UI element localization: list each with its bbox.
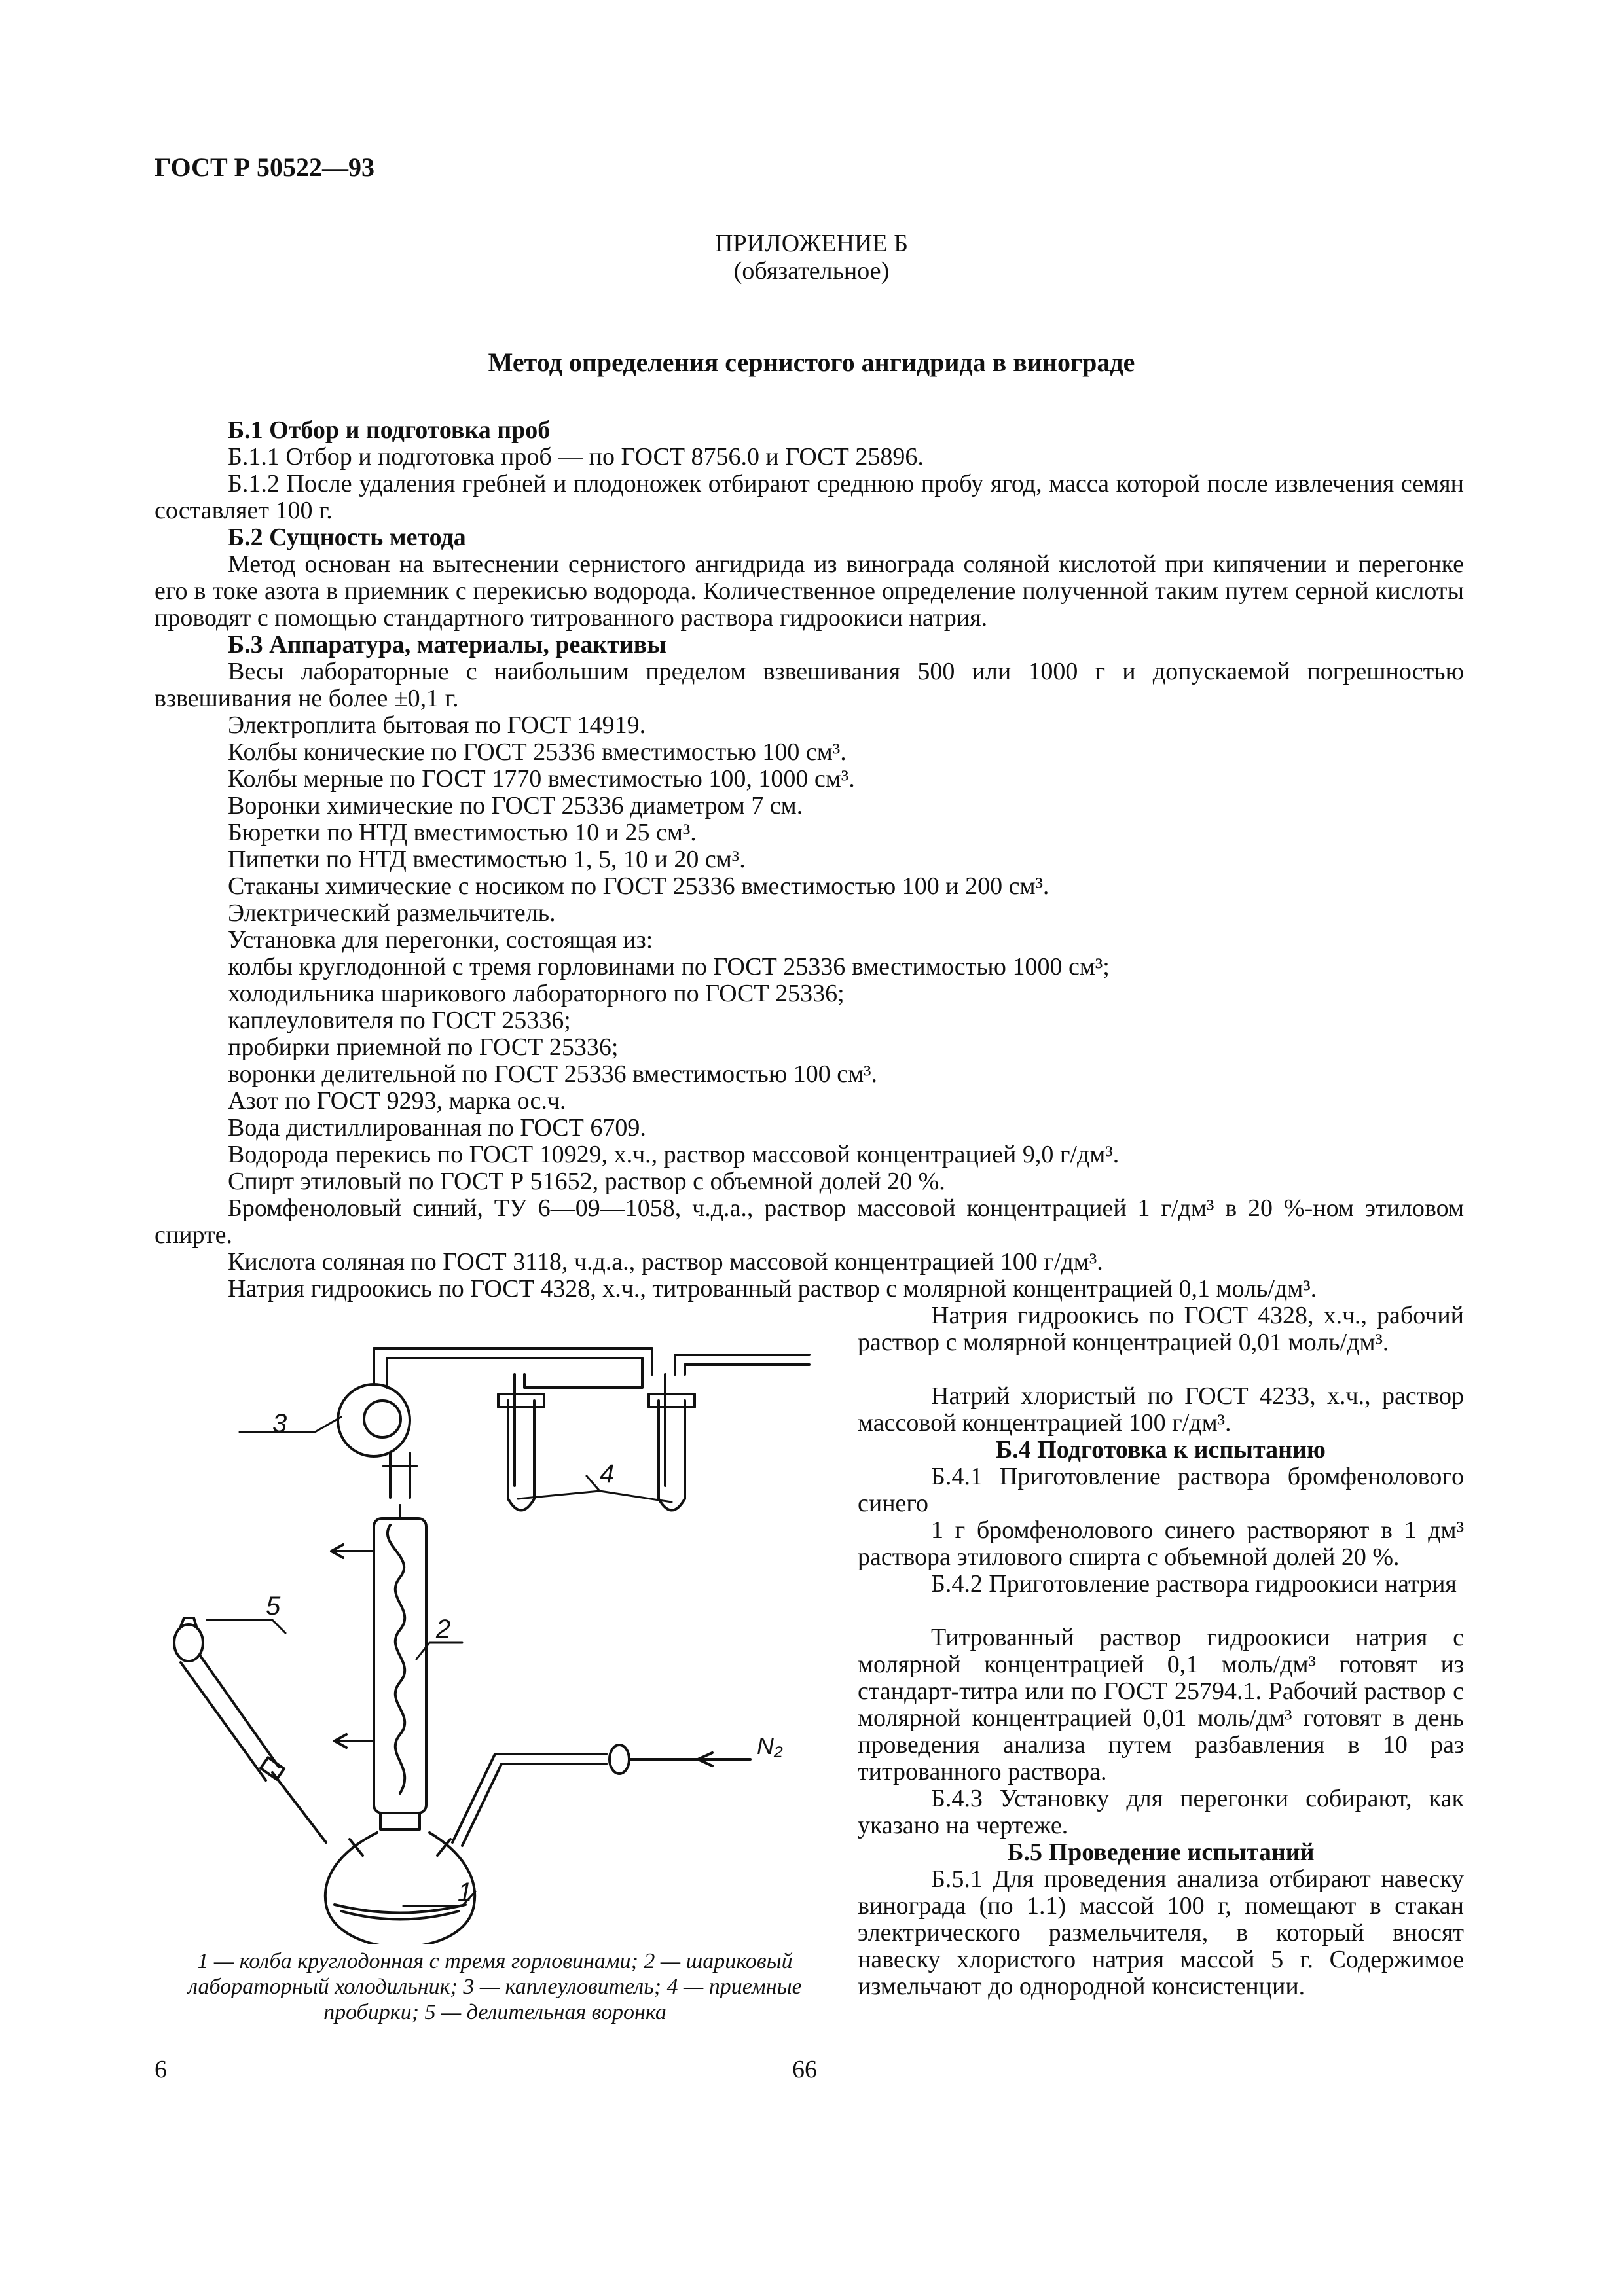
appendix-subtitle: (обязательное) bbox=[733, 257, 890, 285]
figure-label-n2: N₂ bbox=[757, 1732, 783, 1759]
section-heading-2: Б.2 Сущность метода bbox=[228, 524, 466, 551]
document-title: Метод определения сернистого ангидрида в винограде bbox=[488, 348, 1135, 377]
page-number-left: 6 bbox=[155, 2056, 167, 2083]
section-heading-4: Б.4 Подготовка к испытанию bbox=[996, 1436, 1326, 1463]
paragraph: Натрия гидроокись по ГОСТ 4328, х.ч., титрованный раствор с молярной концентрацией 0,1 моль/дм³. bbox=[228, 1275, 1317, 1302]
section-heading-3: Б.3 Аппаратура, материалы, реактивы bbox=[228, 631, 666, 658]
dropping-funnel bbox=[174, 1618, 326, 1842]
paragraph: Весы лабораторные с наибольшим пределом взвешивания 500 или 1000 г и допускаемой погрешностью взвешивания не более ±0,1 г. bbox=[155, 658, 1464, 712]
paragraph: Натрия гидроокись по ГОСТ 4328, х.ч., рабочий раствор с молярной концентрацией 0,01 моль/дм³. bbox=[858, 1302, 1464, 1356]
list-item: Колбы мерные по ГОСТ 1770 вместимостью 100, 1000 см³. bbox=[228, 765, 855, 793]
section-heading-1: Б.1 Отбор и подготовка проб bbox=[228, 416, 551, 444]
receiver-tubes bbox=[498, 1355, 809, 1511]
figure-label-4: 4 bbox=[600, 1460, 615, 1488]
list-item: каплеуловителя по ГОСТ 25336; bbox=[228, 1007, 571, 1034]
paragraph: Б.5.1 Для проведения анализа отбирают навеску винограда (по 1.1) массой 100 г, помещают в стакан электрического размельчителя, в который вносят навеску хлористого натрия массой 5 г. Содержимое измельчают до однородной консистенции. bbox=[858, 1865, 1464, 2000]
paragraph: Бромфеноловый синий, ТУ 6—09—1058, ч.д.а., раствор массовой концентрацией 1 г/дм³ в 20 %-ном этиловом спирте. bbox=[155, 1194, 1464, 1249]
nitrogen-inlet bbox=[452, 1745, 750, 1846]
paragraph: Б.4.1 Приготовление раствора бромфенолового синего bbox=[858, 1463, 1464, 1517]
figure-label-1: 1 bbox=[458, 1878, 473, 1907]
standard-number: ГОСТ Р 50522—93 bbox=[155, 152, 375, 182]
list-item: колбы круглодонной с тремя горловинами по ГОСТ 25336 вместимостью 1000 см³; bbox=[228, 953, 1110, 980]
list-item: Установка для перегонки, состоящая из: bbox=[228, 926, 653, 954]
list-item: воронки делительной по ГОСТ 25336 вместимостью 100 см³. bbox=[228, 1060, 878, 1088]
list-item: Воронки химические по ГОСТ 25336 диаметром 7 см. bbox=[228, 792, 803, 819]
list-item: Пипетки по НТД вместимостью 1, 5, 10 и 20 см³. bbox=[228, 846, 746, 873]
figure-caption: 1 — колба круглодонная с тремя горловинами; 2 — шариковый лабораторный холодильник; 3 — каплеуловитель; 4 — приемные пробирки; 5 — делительная воронка bbox=[188, 1949, 802, 2024]
list-item: Спирт этиловый по ГОСТ Р 51652, раствор с объемной долей 20 %. bbox=[228, 1168, 945, 1195]
list-item: Азот по ГОСТ 9293, марка ос.ч. bbox=[228, 1087, 566, 1115]
list-item: Стаканы химические с носиком по ГОСТ 25336 вместимостью 100 и 200 см³. bbox=[228, 872, 1049, 900]
round-bottom-flask bbox=[325, 1833, 475, 1944]
list-item: пробирки приемной по ГОСТ 25336; bbox=[228, 1033, 619, 1061]
list-item: Электрический размельчитель. bbox=[228, 899, 556, 927]
paragraph: Натрий хлористый по ГОСТ 4233, х.ч., раствор массовой концентрацией 100 г/дм³. bbox=[858, 1382, 1464, 1437]
list-item: Водорода перекись по ГОСТ 10929, х.ч., раствор массовой концентрацией 9,0 г/дм³. bbox=[228, 1141, 1120, 1168]
list-item: Колбы конические по ГОСТ 25336 вместимостью 100 см³. bbox=[228, 738, 847, 766]
paragraph: Метод основан на вытеснении сернистого ангидрида из винограда соляной кислотой при кипячении и перегонке его в токе азота в приемник с перекисью водорода. Количественное определение полученной таким путем серной кислоты проводят с помощью стандартного титрованного раствора гидроокиси натрия. bbox=[155, 550, 1464, 632]
list-item: Бюретки по НТД вместимостью 10 и 25 см³. bbox=[228, 819, 697, 846]
paragraph: Титрованный раствор гидроокиси натрия с молярной концентрацией 0,1 моль/дм³ готовят из стандарт-титра или по ГОСТ 25794.1. Рабочий раствор с молярной концентрацией 0,01 моль/дм³ готовят в день проведения анализа путем разбавления в 10 раз титрованного раствора. bbox=[858, 1624, 1464, 1785]
ball-condenser bbox=[331, 1505, 426, 1829]
paragraph: Кислота соляная по ГОСТ 3118, ч.д.а., раствор массовой концентрацией 100 г/дм³. bbox=[228, 1248, 1103, 1276]
appendix-title: ПРИЛОЖЕНИЕ Б bbox=[715, 230, 908, 257]
list-item: холодильника шарикового лабораторного по ГОСТ 25336; bbox=[228, 980, 845, 1007]
paragraph: Б.1.2 После удаления гребней и плодоножек отбирают среднюю пробу ягод, масса которой после извлечения семян составляет 100 г. bbox=[155, 470, 1464, 524]
figure-label-5: 5 bbox=[266, 1592, 281, 1621]
distillation-apparatus-figure bbox=[155, 1335, 835, 1944]
figure-label-2: 2 bbox=[436, 1615, 451, 1643]
paragraph: 1 г бромфенолового синего растворяют в 1 дм³ раствора этилового спирта с объемной долей 20 %. bbox=[858, 1516, 1464, 1571]
paragraph: Б.1.1 Отбор и подготовка проб — по ГОСТ 8756.0 и ГОСТ 25896. bbox=[228, 443, 924, 471]
page-number-center: 66 bbox=[792, 2056, 817, 2083]
list-item: Электроплита бытовая по ГОСТ 14919. bbox=[228, 711, 646, 739]
callout-lines bbox=[207, 1417, 672, 1906]
paragraph: Б.4.3 Установку для перегонки собирают, как указано на чертеже. bbox=[858, 1785, 1464, 1839]
list-item: Вода дистиллированная по ГОСТ 6709. bbox=[228, 1114, 646, 1141]
paragraph: Б.4.2 Приготовление раствора гидроокиси натрия bbox=[931, 1570, 1457, 1598]
section-heading-5: Б.5 Проведение испытаний bbox=[1007, 1839, 1315, 1866]
figure-label-3: 3 bbox=[272, 1409, 287, 1438]
